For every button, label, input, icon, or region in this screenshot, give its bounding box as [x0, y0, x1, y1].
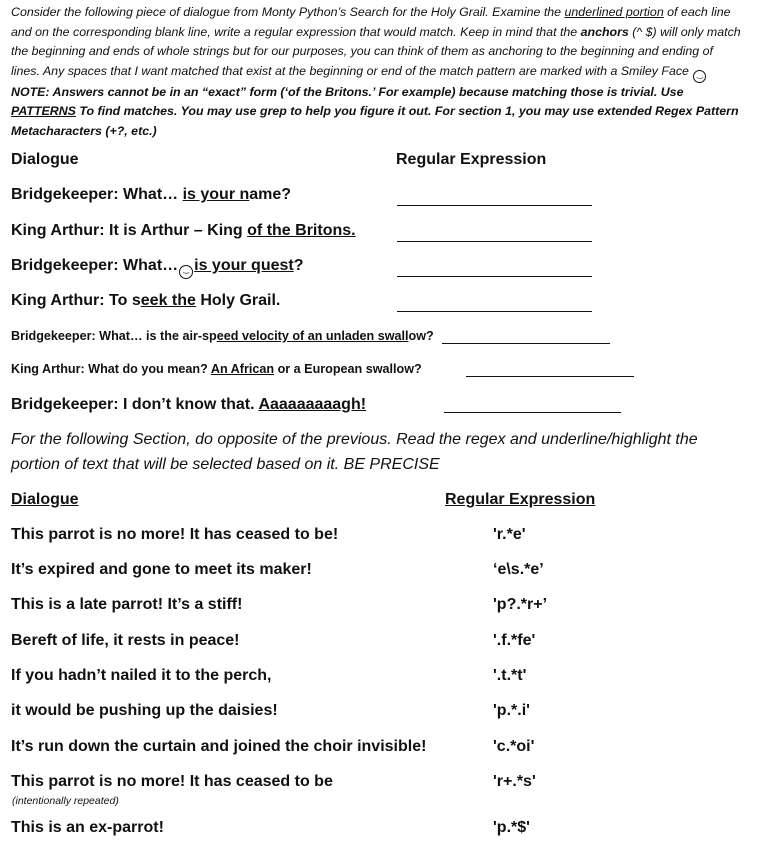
- regex-6: 'p.*.i': [493, 702, 530, 719]
- regex-8: 'r+.*s': [493, 773, 536, 790]
- smiley-face-icon: ‿: [179, 265, 193, 279]
- parrot-line-7: It’s run down the curtain and joined the choir invisible!: [11, 738, 427, 755]
- instructions-paragraph: [11, 3, 741, 142]
- smiley-face-icon: ‿: [693, 70, 706, 83]
- dialogue-line-2: King Arthur: It is Arthur – King of the Britons.: [11, 222, 356, 239]
- answer-blank-4[interactable]: [397, 311, 592, 312]
- parrot-line-2: It’s expired and gone to meet its maker!: [11, 561, 312, 578]
- parrot-line-8: This parrot is no more! It has ceased to be: [11, 773, 333, 790]
- regex-3: 'p?.*r+’: [493, 596, 548, 613]
- section2-dialogue-header: Dialogue: [11, 491, 79, 508]
- parrot-line-3: This is a late parrot! It’s a stiff!: [11, 596, 243, 613]
- regex-1: 'r.*e': [493, 526, 526, 543]
- regex-7: 'c.*oi': [493, 738, 535, 755]
- intro-text-3: (^ $) will only match the beginning and ends of whole strings but for our purposes, you can think of them as anchoring to the beginning and ending of lines. Any spaces that I want matched that exist at the beginning or end of the match pattern are marked with a Smiley Face: [11, 24, 741, 78]
- intro-patterns: PATTERNS: [11, 104, 76, 119]
- intro-anchors: anchors: [580, 24, 629, 39]
- repeat-note: (intentionally repeated): [12, 795, 119, 807]
- intro-text-4: To find matches. You may use grep to help you figure it out. For section 1, you may use extended Regex Pattern Metacharacters (+?, etc.): [11, 104, 739, 138]
- dialogue-line-4: King Arthur: To seek the Holy Grail.: [11, 292, 281, 309]
- parrot-line-4: Bereft of life, it rests in peace!: [11, 632, 240, 649]
- section2-regex-header: Regular Expression: [445, 491, 596, 508]
- dialogue-line-5: Bridgekeeper: What… is the air-speed velocity of an unladen swallow?: [11, 329, 434, 343]
- section1-regex-header: Regular Expression: [396, 151, 547, 168]
- intro-note: NOTE: Answers cannot be in an “exact” form (‘of the Britons.’ For example) because matching those is trivial. Use: [11, 84, 684, 99]
- parrot-line-6: it would be pushing up the daisies!: [11, 702, 278, 719]
- intro-underlined-portion: underlined portion: [564, 5, 664, 19]
- section2-instructions: For the following Section, do opposite of the previous. Read the regex and underline/highlight the portion of text that will be selected based on it. BE PRECISE: [11, 431, 698, 473]
- section1-dialogue-header: Dialogue: [11, 151, 79, 168]
- regex-2: ‘e\s.*e’: [493, 561, 544, 578]
- answer-blank-3[interactable]: [397, 276, 592, 277]
- answer-blank-2[interactable]: [397, 241, 592, 242]
- intro-text-1: Consider the following piece of dialogue from Monty Python’s Search for the Holy Grail. Examine the: [11, 5, 565, 19]
- parrot-line-5: If you hadn’t nailed it to the perch,: [11, 667, 272, 684]
- intro-text-2: of each line and on the corresponding blank line, write a regular expression that would match. Keep in mind that the: [11, 5, 731, 39]
- parrot-line-1: This parrot is no more! It has ceased to be!: [11, 526, 339, 543]
- answer-blank-7[interactable]: [444, 412, 621, 413]
- dialogue-line-7: Bridgekeeper: I don’t know that. Aaaaaaaaagh!: [11, 396, 367, 413]
- dialogue-line-3: Bridgekeeper: What… ‿ is your quest?: [11, 257, 304, 279]
- dialogue-line-6: King Arthur: What do you mean? An African or a European swallow?: [11, 362, 422, 376]
- answer-blank-5[interactable]: [442, 343, 610, 344]
- answer-blank-1[interactable]: [397, 205, 592, 206]
- regex-9: 'p.*$': [493, 819, 530, 836]
- regex-4: '.f.*fe': [493, 632, 536, 649]
- answer-blank-6[interactable]: [466, 376, 634, 377]
- regex-5: '.t.*t': [493, 667, 527, 684]
- parrot-line-9: This is an ex-parrot!: [11, 819, 164, 836]
- dialogue-line-1: Bridgekeeper: What… is your name?: [11, 186, 292, 203]
